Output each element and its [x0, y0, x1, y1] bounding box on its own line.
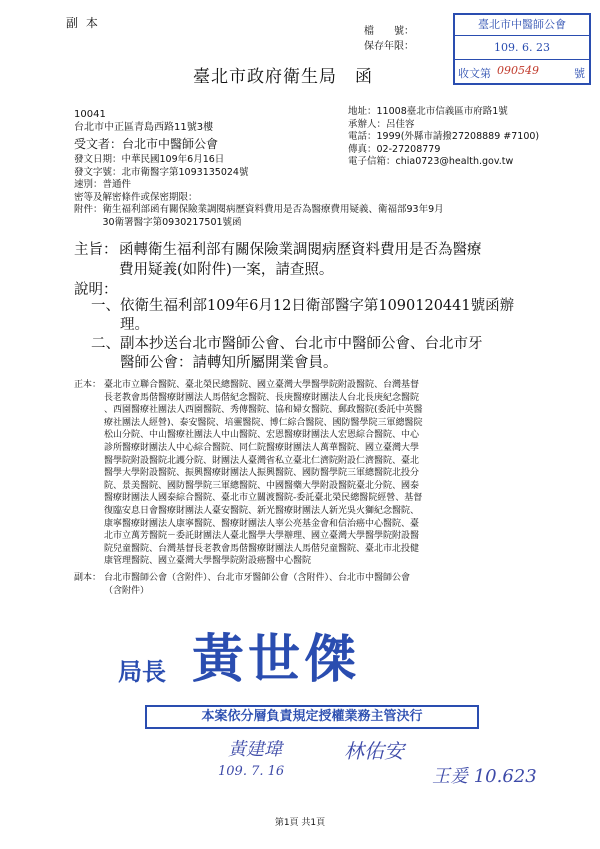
main-recipients-line: 、西園醫療社團法人西園醫院、秀傳醫院、協和婦女醫院、郵政醫院(委託中英醫 [104, 405, 423, 416]
main-recipients-line: 臺北市立聯合醫院、臺北榮民總醫院、國立臺灣大學醫學院附設醫院、台灣基督 [104, 380, 420, 390]
item-1-line-1: 依衛生福利部109年6月12日衛部醫字第1090120441號函辦 [120, 298, 515, 314]
signature-name: 黃世傑 [192, 629, 361, 690]
attachment-line-2: 30衛署醫字第0930217501號函 [102, 216, 242, 228]
item-2-num: 二、 [91, 336, 120, 352]
delegation-stamp: 本案依分層負責規定授權業務主管決行 [145, 705, 479, 729]
explanation-item-2 [91, 335, 483, 373]
date-label: 發文日期： [74, 154, 122, 165]
stamp-org: 臺北市中醫師公會 [455, 15, 589, 36]
main-recipients-line: 院、景美醫院、國防醫學院三軍總醫院、中國醫藥大學附設醫院臺北分院、國泰 [104, 480, 420, 491]
handwritten-name-2: 林佑安 [344, 739, 404, 763]
fax-label: 傳真： [348, 143, 377, 155]
contact-name: 呂佳容 [386, 118, 415, 130]
recipient-address: 台北市中正區青島西路11號3樓 [74, 122, 214, 133]
main-recipients-line: 院兒童醫院、台灣基督長老教會馬偕醫療財團法人馬偕兒童醫院、臺北市北投健 [104, 543, 420, 554]
ref-label: 發文字號： [74, 166, 122, 178]
main-recipients-line: 松山分院、中山醫療社團法人中山醫院、宏恩醫療財團法人宏恩綜合醫院、中心 [104, 430, 420, 441]
main-recipients-line: 診所醫療財團法人中心綜合醫院、同仁院醫療財團法人萬華醫院、國立臺灣大學 [104, 442, 420, 453]
main-recipients-label: 正本： [74, 380, 102, 390]
copies-list [104, 572, 544, 597]
main-recipients-line: 醫療財團法人國泰綜合醫院、臺北市立關渡醫院-委託臺北榮民總醫院經營、基督 [104, 493, 423, 504]
subject-line-2: 費用疑義(如附件)一案，請查照。 [119, 262, 334, 278]
ref-value: 北市衛醫字第1093135024號 [121, 166, 249, 178]
main-recipients-line: 醫學院附設醫院北護分院、財團法人臺灣省私立臺北仁濟院附設仁濟醫院、臺北 [104, 455, 420, 466]
stamp-date: 109. 6. 23 [455, 37, 589, 60]
copies-label: 副本： [74, 573, 102, 583]
date-value: 中華民國109年6月16日 [121, 154, 225, 165]
meta-block [74, 154, 544, 229]
item-2-line-2: 醫師公會：請轉知所屬開業會員。 [120, 355, 338, 371]
attachment-line-1: 衛生福利部函有關保險業調閱病歷資料費用是否為醫療費用疑義、衛福部93年9月 [102, 204, 444, 215]
subject-label: 主旨： [74, 242, 118, 258]
main-recipients-line: 康寧醫療財團法人康寧醫院、醫療財團法人辜公亮基金會和信治癌中心醫院、臺 [104, 518, 420, 529]
page-footer: 第1頁 共1頁 [274, 818, 326, 828]
phone-value: 1999(外縣市請撥27208889 #7100) [376, 131, 540, 142]
main-recipients-line: 康管理醫院、國立臺灣大學醫學院附設癌醫中心醫院 [104, 556, 312, 567]
sender-address: 11008臺北市信義區市府路1號 [376, 106, 508, 117]
contact-label: 承辦人： [348, 118, 387, 130]
copies-line-2: （含附件） [104, 585, 150, 596]
stamp-suffix: 號 [574, 67, 585, 80]
copy-mark: 副 本 [66, 16, 100, 30]
file-no-label: 檔 號： [364, 26, 414, 37]
fax-value: 02-27208779 [376, 143, 441, 155]
recipient-label: 受文者： [74, 137, 123, 151]
main-recipients-line: 醫學大學附設醫院、振興醫療財團法人振興醫院、國防醫學院三軍總醫院北投分 [104, 468, 420, 479]
item-1-line-2: 理。 [120, 317, 149, 333]
main-recipients-line: 療社團法人經營)、泰安醫院、培靈醫院、博仁綜合醫院、國防醫學院三軍總醫院 [104, 417, 423, 428]
sender-address-label: 地址： [348, 106, 377, 117]
explanation-label: 說明： [74, 282, 118, 298]
stamp-number: 090549 [497, 64, 539, 77]
speed-label: 速別： [74, 179, 103, 190]
receipt-stamp [453, 13, 591, 85]
handwritten-name-3: 王爰 10.623 [432, 766, 537, 787]
stamp-label: 收文第 [458, 67, 491, 80]
signature-title: 局長 [118, 658, 166, 686]
speed-value: 普通件 [102, 179, 132, 190]
phone-label: 電話： [348, 131, 377, 142]
main-recipients-line: 北市立萬芳醫院－委託財團法人臺北醫學大學辦理、國立臺灣大學醫學院附設醫 [104, 531, 420, 542]
recipient-name: 台北市中醫師公會 [122, 137, 219, 151]
main-recipients-list [104, 379, 544, 568]
subject-line-1: 函轉衛生福利部有關保險業調閱病歷資料費用是否為醫療 [119, 242, 482, 258]
attachment-label: 附件： [74, 204, 103, 215]
handwritten-date: 109. 7. 16 [218, 764, 285, 779]
retention-label: 保存年限： [364, 41, 414, 52]
explanation-item-1 [91, 297, 514, 335]
recipient-postcode: 10041 [74, 109, 106, 120]
email-value: chia0723@health.gov.tw [395, 156, 514, 167]
email-label: 電子信箱： [348, 156, 396, 167]
secrecy-label: 密等及解密條件或保密期限： [74, 191, 198, 203]
main-recipients-line: 復臨安息日會醫療財團法人臺安醫院、新光醫療財團法人新光吳火獅紀念醫院、 [104, 505, 420, 516]
main-recipients-line: 長老教會馬偕醫療財團法人馬偕紀念醫院、長庚醫療財團法人台北長庚紀念醫院 [104, 392, 420, 403]
recipient [74, 135, 218, 152]
doc-title: 臺北市政府衛生局 函 [193, 67, 373, 87]
item-2-line-1: 副本抄送台北市醫師公會、台北市中醫師公會、台北市牙 [120, 336, 483, 352]
handwritten-name-1: 黃建瑋 [228, 739, 282, 760]
item-1-num: 一、 [91, 298, 120, 314]
copies-line-1: 台北市醫師公會（含附件）、台北市牙醫師公會（含附件）、台北市中醫師公會 [104, 573, 411, 583]
